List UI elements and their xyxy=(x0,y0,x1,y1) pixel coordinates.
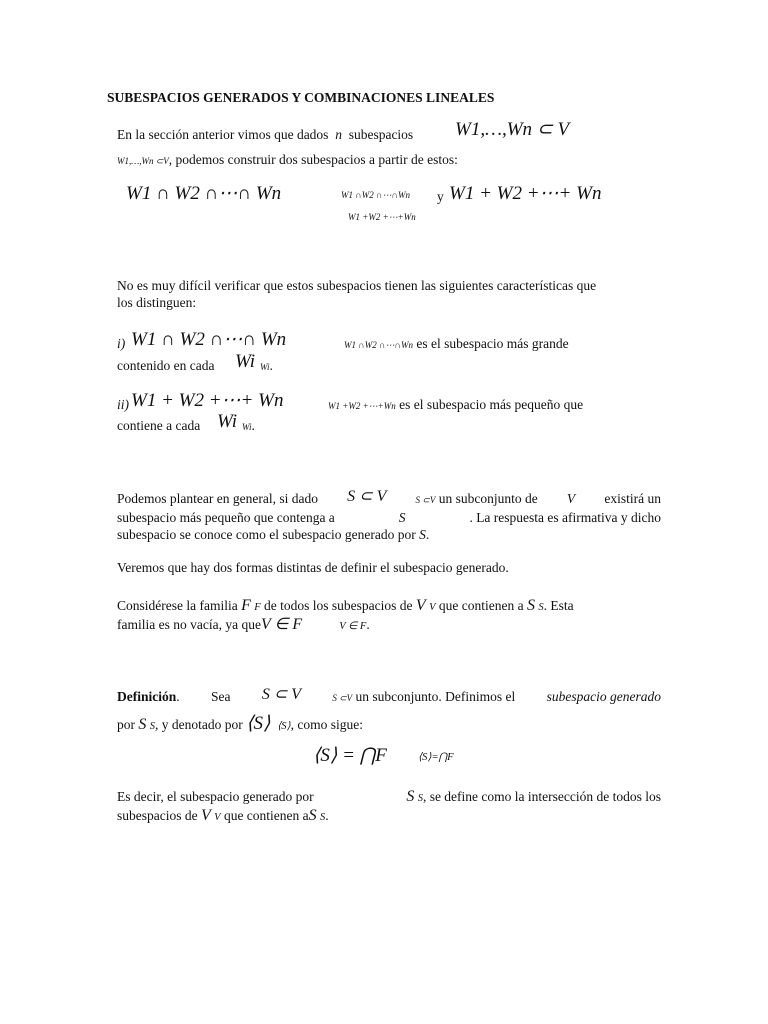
paragraph-conclusion-line1: Es decir, el subespacio generado por S S, se define como la intersección de todos los xyxy=(117,788,661,805)
item-i-label: i) xyxy=(117,336,126,351)
page-title: SUBESPACIOS GENERADOS Y COMBINACIONES LINEALES xyxy=(107,90,495,105)
item-i-wi-small: Wi. xyxy=(260,358,273,373)
item-i-contained: contenido en cada xyxy=(117,358,215,373)
paragraph-conclusion xyxy=(117,788,661,826)
item-i-intersection: W1 ∩ W2 ∩⋯∩ Wn xyxy=(131,329,287,350)
paragraph-characteristics-line1: No es muy difícil verificar que estos subespacios tienen las siguientes características que xyxy=(117,278,597,293)
definition-line2: por S S, y denotado por ⟨S⟩ ⟨S⟩, como sigue: xyxy=(117,713,364,734)
definition-equation-small: ⟨S⟩=⋂F xyxy=(418,752,454,763)
paragraph-general-line1: Podemos plantear en general, si dado S ⊂ V S ⊂V un subconjunto de V existirá un xyxy=(117,488,661,506)
definition-line1: Definición. Sea S ⊂ V S ⊂V un subconjunto. Definimos el subespacio generado xyxy=(117,686,661,704)
paragraph-characteristics-line2: los distinguen: xyxy=(117,295,197,310)
item-ii-sum: W1 + W2 +⋯+ Wn xyxy=(131,390,284,411)
item-ii-contains: contiene a cada xyxy=(117,418,201,433)
paragraph-intro-line1: En la sección anterior vimos que dados n subespacios xyxy=(117,127,414,142)
paragraph-general xyxy=(117,490,661,543)
formula-sum: W1 + W2 +⋯+ Wn xyxy=(449,183,602,204)
paragraph-family-line2: familia es no vacía, ya queV ∈ F V ∈ F. xyxy=(117,616,370,633)
item-i-description: W1 ∩W2 ∩⋯∩Wn es el subespacio más grande xyxy=(344,336,569,351)
paragraph-intro-line2: W1,…,Wn ⊂V, podemos construir dos subespacios a partir de estos: xyxy=(117,152,458,167)
item-ii-label: ii) xyxy=(117,397,129,412)
formula-sum-small: W1 +W2 +⋯+Wn xyxy=(348,212,416,222)
item-i-wi: Wi xyxy=(235,351,256,372)
math-subspace-list: W1,…,Wn ⊂ V xyxy=(455,119,570,140)
definition-block xyxy=(117,688,661,707)
item-ii-wi: Wi xyxy=(217,411,238,432)
definition-equation: ⟨S⟩ = ⋂F xyxy=(313,745,387,766)
item-ii-description: W1 +W2 +⋯+Wn es el subespacio más pequeño que xyxy=(328,397,584,412)
item-ii-wi-small: Wi. xyxy=(242,418,255,433)
paragraph-conclusion-line2: subespacios de V V que contienen aS S. xyxy=(117,807,329,824)
paragraph-family-line1: Considérese la familia F F de todos los subespacios de V V que contienen a S S. Esta xyxy=(117,597,574,614)
paragraph-two-forms: Veremos que hay dos formas distintas de definir el subespacio generado. xyxy=(117,560,509,575)
conjunction-y: y xyxy=(437,189,444,204)
paragraph-general-line3: subespacio se conoce como el subespacio generado por S. xyxy=(117,527,430,542)
paragraph-general-line2: subespacio más pequeño que contenga a S . La respuesta es afirmativa y dicho xyxy=(117,510,661,525)
formula-intersection: W1 ∩ W2 ∩⋯∩ Wn xyxy=(126,183,282,204)
formula-intersection-small: W1 ∩W2 ∩⋯∩Wn xyxy=(341,190,410,200)
